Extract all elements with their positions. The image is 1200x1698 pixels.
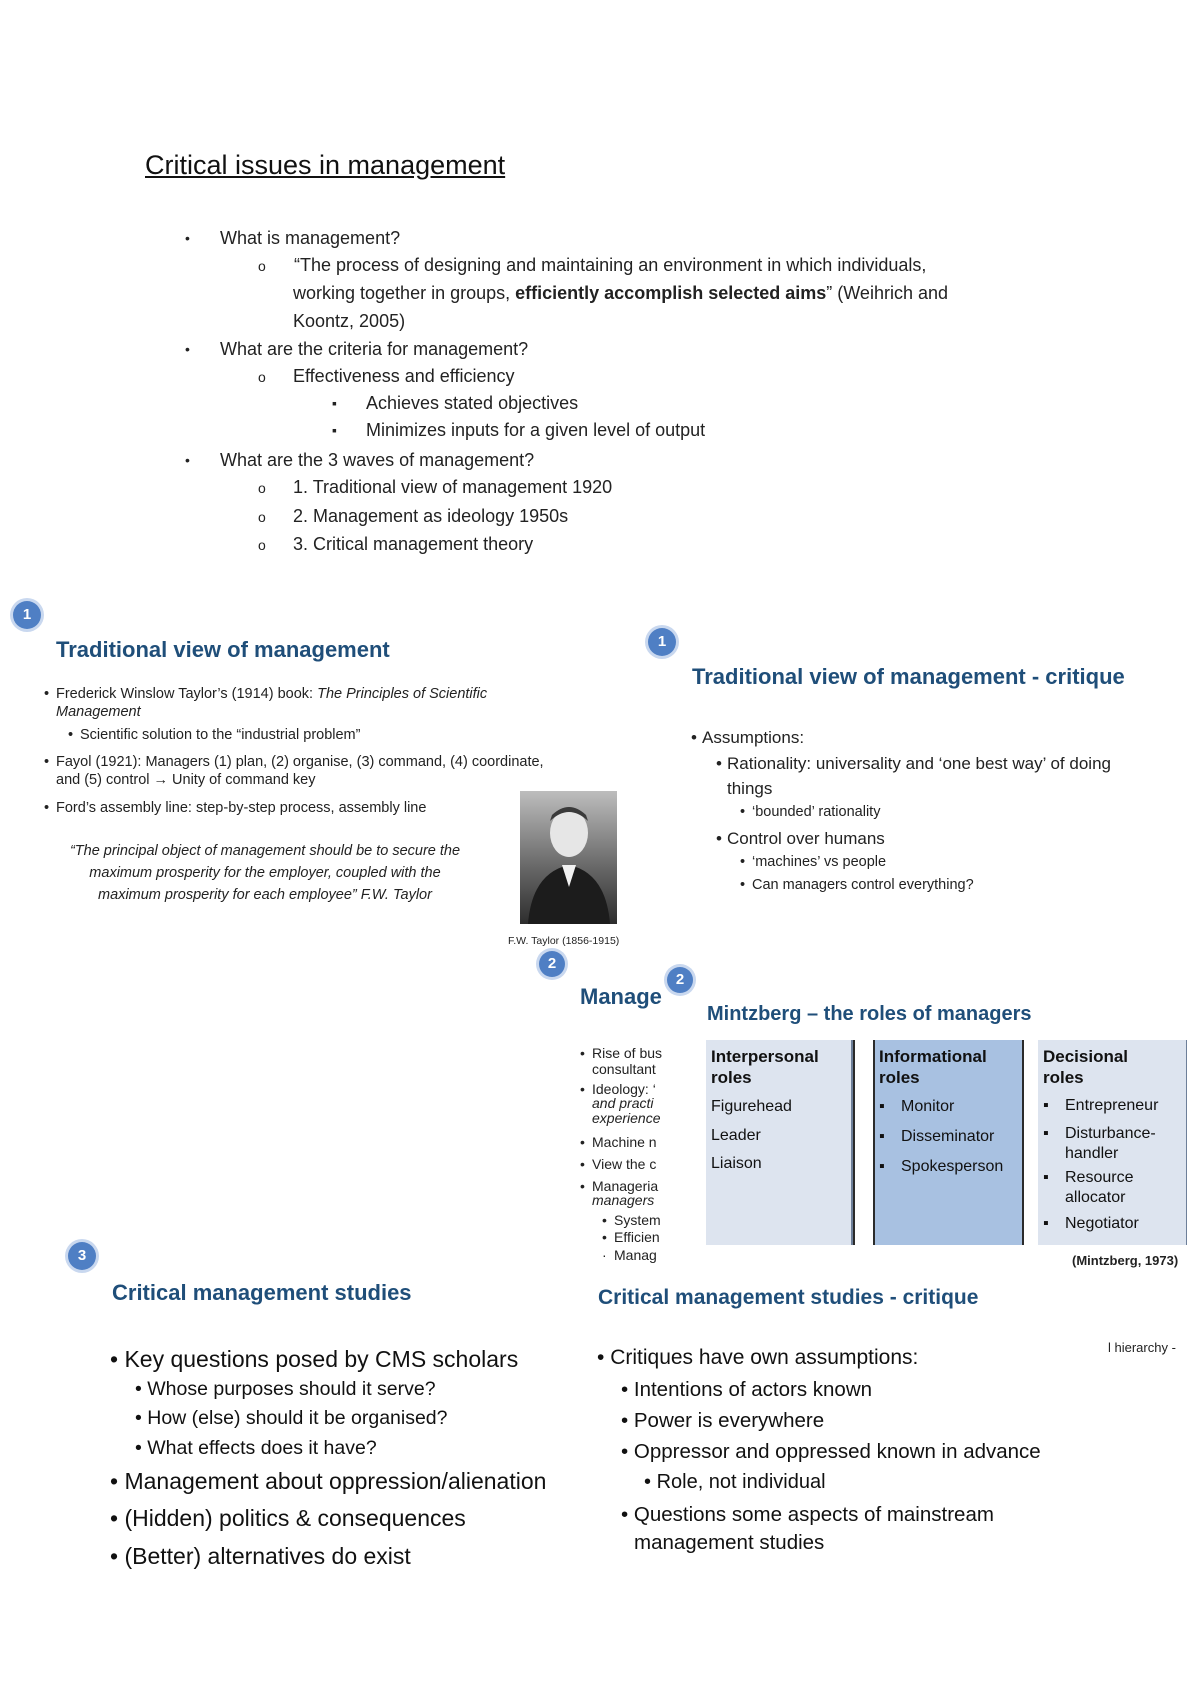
slide-bullet: • Manageria — [580, 1178, 659, 1194]
outline-item: • What are the 3 waves of management? — [185, 450, 535, 470]
slide-subbullet: • Rationality: universality and ‘one best way’ of doing — [716, 754, 1111, 773]
cms-bullet: • Key questions posed by CMS scholars — [110, 1346, 519, 1372]
slide-bullet: • Fayol (1921): Managers (1) plan, (2) organise, (3) command, (4) coordinate, — [44, 754, 544, 770]
roles-heading: Informational roles — [879, 1047, 987, 1087]
cms-subbullet: • Power is everywhere — [621, 1409, 825, 1432]
slide-bullet: • Ford’s assembly line: step-by-step process, assembly line — [44, 800, 427, 816]
slide-bullet-cont: and (5) control → Unity of command key — [56, 772, 316, 788]
bullet-marker: • — [185, 230, 190, 246]
slide-bullet-cont: consultant — [592, 1061, 656, 1077]
outline-item: • What are the criteria for management? — [185, 339, 529, 359]
slide-bullet: • View the c — [580, 1156, 657, 1172]
role-item: ▪ Disseminator — [879, 1128, 995, 1145]
cms-subbullet-cont: management studies — [634, 1531, 825, 1554]
cms-subbullet: • Intentions of actors known — [621, 1378, 873, 1401]
slide-bullet-cont: and practi — [592, 1095, 654, 1111]
slide-bullet-cont: experience — [592, 1110, 661, 1126]
bullet-marker: ▪ — [332, 395, 337, 411]
slide-subbullet: • Efficien — [602, 1229, 660, 1245]
outline-item: o 3. Critical management theory — [258, 534, 534, 554]
slide-subsubbullet: • Can managers control everything? — [740, 877, 974, 893]
slide-number-badge: 1 — [13, 601, 41, 629]
bullet-marker: o — [258, 369, 266, 385]
cms-bullet: • (Better) alternatives do exist — [110, 1543, 411, 1569]
cms-subbullet: • Oppressor and oppressed known in advance — [621, 1440, 1041, 1463]
portrait-silhouette-icon — [520, 791, 617, 924]
roles-column-informational — [873, 1040, 1024, 1245]
role-item: ▪ Resource — [1043, 1169, 1134, 1186]
roles-column-decisional — [1038, 1040, 1187, 1245]
roles-heading: Interpersonal roles — [711, 1047, 819, 1087]
outline-item: o 1. Traditional view of management 1920 — [258, 477, 613, 497]
bullet-marker: • — [185, 341, 190, 357]
slide-number-badge: 2 — [667, 967, 693, 993]
bullet-marker: o — [258, 258, 266, 274]
bullet-marker: ▪ — [332, 422, 337, 438]
outline-item: ▪ Minimizes inputs for a given level of output — [332, 420, 706, 440]
outline-item: o 2. Management as ideology 1950s — [258, 506, 569, 526]
role-item: Figurehead — [711, 1098, 792, 1115]
slide-number-badge: 1 — [648, 628, 676, 656]
clipped-slide-content — [580, 980, 668, 1270]
slide-subbullet: • Scientific solution to the “industrial problem” — [68, 727, 361, 743]
photo-caption: F.W. Taylor (1856-1915) — [508, 935, 620, 947]
role-item-cont: handler — [1065, 1145, 1119, 1162]
role-item: ▪ Monitor — [879, 1098, 955, 1115]
bullet-marker: o — [258, 480, 266, 496]
slide-bullet: • Ideology: ‘ — [580, 1081, 656, 1097]
cms-bullet: • Critiques have own assumptions: — [597, 1346, 919, 1369]
truncated-fragment: l hierarchy - — [1108, 1340, 1176, 1355]
document-title: Critical issues in management — [145, 150, 506, 180]
outline-item: • What is management? — [185, 228, 401, 248]
slide-title: Critical management studies - critique — [598, 1286, 979, 1309]
cms-bullet: • Management about oppression/alienation — [110, 1468, 547, 1494]
slide-subsubbullet: • ‘machines’ vs people — [740, 854, 887, 870]
roles-heading: Decisional roles — [1043, 1047, 1129, 1087]
taylor-quote: “The principal object of management should be to secure the maximum prosperity for the employer, coupled with the maximum prosperity for each employee” F.W. Taylor — [69, 843, 461, 903]
slide-title: Manage — [580, 984, 662, 1009]
slide-bullet-cont: managers — [592, 1192, 655, 1208]
slide-bullet: • Assumptions: — [691, 728, 805, 747]
slide-subbullet: • System — [602, 1212, 661, 1228]
outline-item: o “The process of designing and maintaining an environment in which individuals, — [258, 255, 927, 275]
slide-bullet: • Machine n — [580, 1134, 657, 1150]
cms-subbullet: • Questions some aspects of mainstream — [621, 1503, 994, 1526]
role-item-cont: allocator — [1065, 1189, 1126, 1206]
cms-subbullet: • How (else) should it be organised? — [135, 1407, 448, 1429]
role-item: ▪ Disturbance- — [1043, 1125, 1156, 1142]
bullet-marker: • — [185, 452, 190, 468]
bullet-marker: o — [258, 537, 266, 553]
outline-item: working together in groups, efficiently accomplish selected aims” (Weihrich and — [293, 283, 948, 303]
role-item: Leader — [711, 1127, 761, 1144]
cms-bullet: • (Hidden) politics & consequences — [110, 1505, 466, 1531]
cms-subsubbullet: • Role, not individual — [644, 1471, 826, 1493]
slide-subbullet: · Manag — [602, 1247, 657, 1263]
slide-title: Mintzberg – the roles of managers — [707, 1003, 1032, 1025]
taylor-portrait — [520, 791, 617, 924]
outline-item: Koontz, 2005) — [293, 311, 406, 331]
role-item: ▪ Spokesperson — [879, 1158, 1004, 1175]
slide-bullet-cont: Management — [56, 704, 141, 720]
slide-title: Traditional view of management — [56, 637, 390, 662]
bullet-marker: o — [258, 509, 266, 525]
citation: (Mintzberg, 1973) — [1072, 1253, 1179, 1268]
slide-title: Traditional view of management - critique — [692, 664, 1125, 689]
slide-bullet: • Frederick Winslow Taylor’s (1914) book: The Principles of Scientific — [44, 686, 488, 702]
roles-column-interpersonal — [706, 1040, 853, 1245]
outline-item: ▪ Achieves stated objectives — [332, 393, 579, 413]
role-item: ▪ Entrepreneur — [1043, 1097, 1159, 1114]
role-item: ▪ Negotiator — [1043, 1215, 1139, 1232]
cms-subbullet: • What effects does it have? — [135, 1437, 377, 1459]
slide-title: Critical management studies — [112, 1280, 412, 1305]
cms-subbullet: • Whose purposes should it serve? — [135, 1378, 436, 1400]
slide-number-badge: 2 — [539, 951, 565, 977]
role-item: Liaison — [711, 1155, 762, 1172]
slide-number-badge: 3 — [68, 1242, 96, 1270]
slide-bullet-cont: things — [727, 779, 773, 798]
slide-subsubbullet: • ‘bounded’ rationality — [740, 804, 881, 820]
outline-item: o Effectiveness and efficiency — [258, 366, 515, 386]
slide-subbullet: • Control over humans — [716, 829, 885, 848]
slide-bullet: • Rise of bus — [580, 1045, 663, 1061]
